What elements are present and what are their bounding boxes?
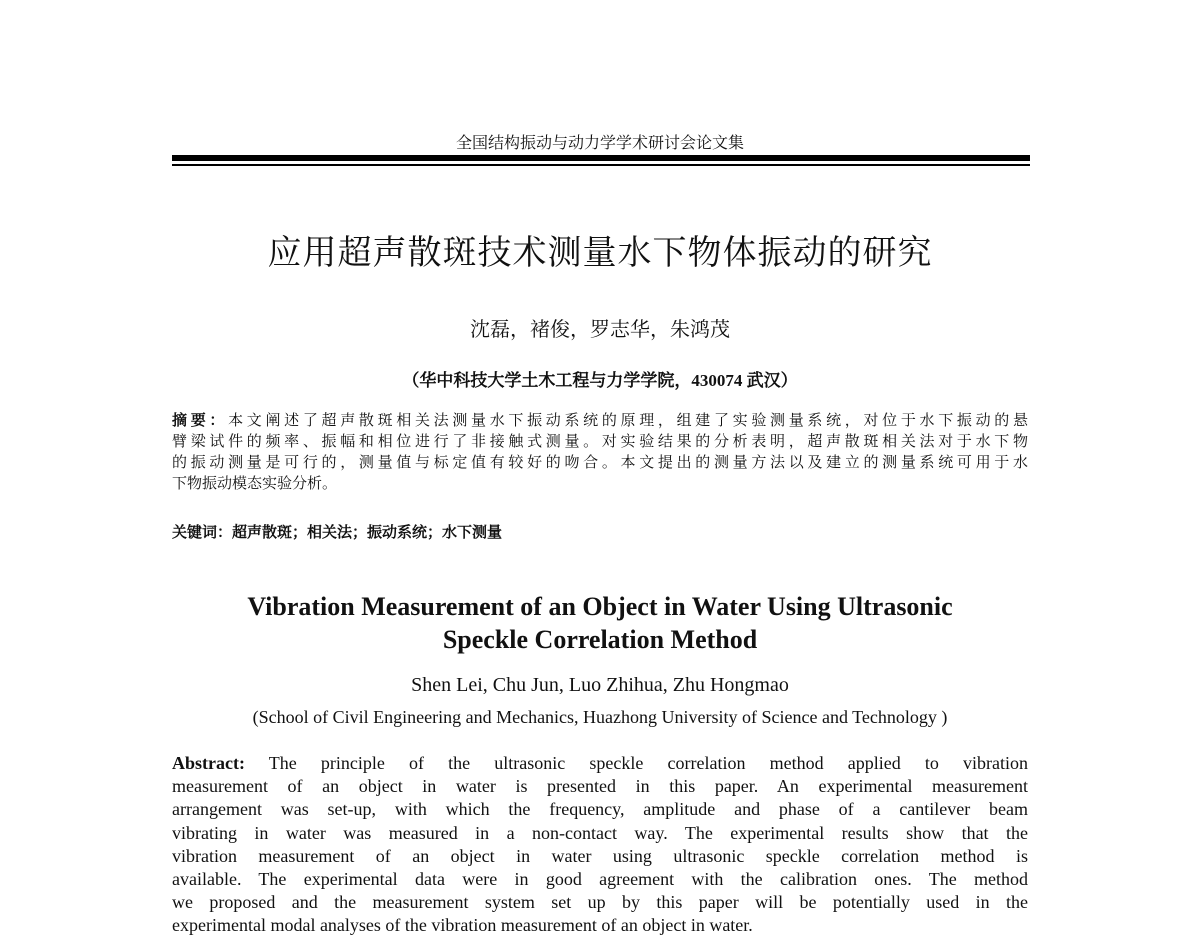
abstract-cn-line: 下物振动模态实验分析。 bbox=[172, 476, 338, 492]
affiliation-en: (School of Civil Engineering and Mechanics, Huazhong University of Science and Technology ) bbox=[252, 707, 948, 727]
abstract-cn bbox=[172, 411, 1028, 495]
abstract-en-line bbox=[172, 752, 1028, 775]
abstract-cn-line bbox=[172, 411, 1028, 432]
abstract-en-line: we proposed and the measurement system set up by this paper will be potentially used in the bbox=[172, 892, 1028, 913]
header-rule-thick bbox=[172, 155, 1030, 161]
abstract-en-line: arrangement was set-up, with which the frequency, amplitude and phase of a cantilever beam bbox=[172, 799, 1028, 820]
abstract-cn-line: 的振动测量是可行的，测量值与标定值有较好的吻合。本文提出的测量方法以及建立的测量系统可用于水 bbox=[172, 455, 1028, 471]
paper-title-en-line1: Vibration Measurement of an Object in Water Using Ultrasonic bbox=[247, 592, 953, 621]
abstract-en bbox=[172, 752, 1028, 938]
abstract-cn-text: 本文阐述了超声散斑相关法测量水下振动系统的原理，组建了实验测量系统，对位于水下振动的悬 bbox=[228, 413, 1028, 429]
keywords-cn-label: 关键词： bbox=[172, 525, 233, 541]
abstract-cn-line: 臂梁试件的频率、振幅和相位进行了非接触式测量。对实验结果的分析表明，超声散斑相关法对于水下物 bbox=[172, 434, 1028, 450]
abstract-en-line: measurement of an object in water is presented in this paper. An experimental measurement bbox=[172, 776, 1028, 797]
affiliation-cn: （华中科技大学土木工程与力学学院，430074 武汉） bbox=[402, 371, 798, 390]
abstract-en-line: vibrating in water was measured in a non-contact way. The experimental results show that the bbox=[172, 822, 1028, 843]
abstract-cn-label: 摘要： bbox=[172, 413, 229, 429]
running-header: 全国结构振动与动力学学术研讨会论文集 bbox=[455, 135, 744, 152]
paper-title-en-line2: Speckle Correlation Method bbox=[442, 625, 758, 654]
keywords-cn bbox=[172, 521, 502, 542]
authors-en: Shen Lei, Chu Jun, Luo Zhihua, Zhu Hongmao bbox=[411, 674, 789, 696]
abstract-en-label: Abstract: bbox=[172, 753, 245, 773]
abstract-en-text: The principle of the ultrasonic speckle correlation method applied to vibration bbox=[244, 753, 1028, 773]
keywords-cn-text: 超声散斑；相关法；振动系统；水下测量 bbox=[232, 525, 503, 541]
paper-title-cn: 应用超声散斑技术测量水下物体振动的研究 bbox=[267, 235, 933, 272]
paper-title-en bbox=[0, 590, 1200, 656]
header-rule-thin bbox=[172, 164, 1030, 166]
abstract-en-line: available. The experimental data were in good agreement with the calibration ones. The method bbox=[172, 869, 1028, 890]
authors-cn: 沈磊，褚俊，罗志华，朱鸿茂 bbox=[470, 319, 730, 341]
abstract-en-line: experimental modal analyses of the vibration measurement of an object in water. bbox=[172, 915, 753, 936]
abstract-en-line: vibration measurement of an object in water using ultrasonic speckle correlation method is bbox=[172, 845, 1028, 866]
